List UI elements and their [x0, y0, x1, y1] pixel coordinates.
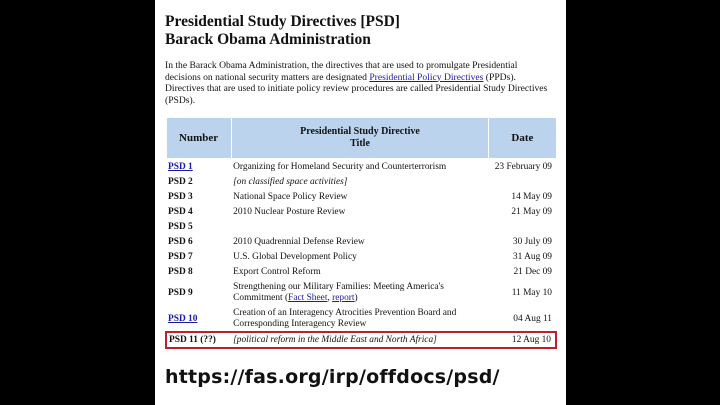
- row-date: 04 Aug 11: [513, 313, 552, 324]
- row-title: [231, 279, 489, 307]
- row-number: PSD 11 (??): [166, 332, 231, 348]
- header-number: Number: [166, 118, 231, 159]
- intro-paragraph: [165, 60, 550, 106]
- header-title-line1: Presidential Study Directive: [300, 126, 420, 137]
- row-date: [489, 174, 556, 189]
- report-link[interactable]: report: [332, 293, 355, 303]
- row-date: 21 Dec 09: [513, 266, 552, 277]
- row-title: [on classified space activities]: [233, 176, 348, 187]
- table-row: [166, 249, 556, 264]
- row-title-sep: ,: [327, 293, 333, 303]
- row-date: 12 Aug 10: [489, 332, 556, 348]
- row-number: [166, 307, 231, 332]
- page-title: [165, 13, 400, 49]
- fact-sheet-link[interactable]: Fact Sheet: [288, 293, 328, 303]
- row-number: PSD 8: [168, 266, 193, 277]
- row-title-end: ): [354, 293, 358, 303]
- table-row: [166, 159, 556, 175]
- row-title: Creation of an Interagency Atrocities Prevention Board and Corresponding Interagency Review: [233, 308, 457, 329]
- highlighted-table-row: [166, 332, 556, 348]
- row-number: PSD 7: [168, 251, 193, 262]
- intro-text-end: (PPDs). Directives that are used to initiate policy review procedures are called Presidential Study Directives (PSDs).: [165, 71, 548, 106]
- row-title: Organizing for Homeland Security and Counterterrorism: [233, 161, 447, 172]
- row-number: PSD 4: [168, 206, 193, 217]
- row-number: PSD 2: [168, 176, 193, 187]
- url-caption: https://fas.org/irp/offdocs/psd/: [165, 366, 500, 388]
- table-header-row: [166, 118, 556, 159]
- table-row: [166, 279, 556, 307]
- row-title: [231, 219, 489, 234]
- intro-text: In the Barack Obama Administration, the directives that are used to promulgate Presidential decisions on national security matters are designated: [165, 60, 518, 83]
- table-row: [166, 219, 556, 234]
- table-row: [166, 189, 556, 204]
- page-title-line2: Barack Obama Administration: [165, 31, 371, 48]
- row-title: Export Control Reform: [233, 266, 321, 277]
- row-date: 14 May 09: [511, 191, 552, 202]
- row-date: 30 July 09: [512, 236, 552, 247]
- row-date: [489, 219, 556, 234]
- row-number: [166, 159, 231, 175]
- table-row: [166, 307, 556, 332]
- table-row: [166, 234, 556, 249]
- table-row: [166, 264, 556, 279]
- row-date: 23 February 09: [494, 161, 552, 172]
- document-page: [155, 0, 566, 405]
- row-number: PSD 3: [168, 191, 193, 202]
- header-title-line2: Title: [350, 138, 370, 149]
- row-date: 31 Aug 09: [512, 251, 552, 262]
- header-date: Date: [489, 118, 556, 159]
- row-title: 2010 Quadrennial Defense Review: [233, 236, 365, 247]
- row-title-text: Strengthening our Military Families: Meeting America's Commitment (: [233, 282, 444, 303]
- ppd-link[interactable]: Presidential Policy Directives: [369, 71, 484, 83]
- psd-table: [165, 117, 557, 349]
- row-date: 21 May 09: [511, 206, 552, 217]
- row-title: National Space Policy Review: [233, 191, 348, 202]
- psd-10-link[interactable]: PSD 10: [168, 313, 198, 324]
- psd-1-link[interactable]: PSD 1: [168, 161, 193, 172]
- page-title-line1: Presidential Study Directives [PSD]: [165, 13, 400, 30]
- row-date: 11 May 10: [511, 287, 552, 298]
- header-title: [231, 118, 489, 159]
- table-row: [166, 204, 556, 219]
- row-title: 2010 Nuclear Posture Review: [233, 206, 346, 217]
- row-number: PSD 6: [168, 236, 193, 247]
- table-row: [166, 174, 556, 189]
- row-number: PSD 9: [168, 287, 193, 298]
- row-title: [political reform in the Middle East and North Africa]: [231, 332, 489, 348]
- row-title: U.S. Global Development Policy: [233, 251, 357, 262]
- row-number: PSD 5: [168, 221, 193, 232]
